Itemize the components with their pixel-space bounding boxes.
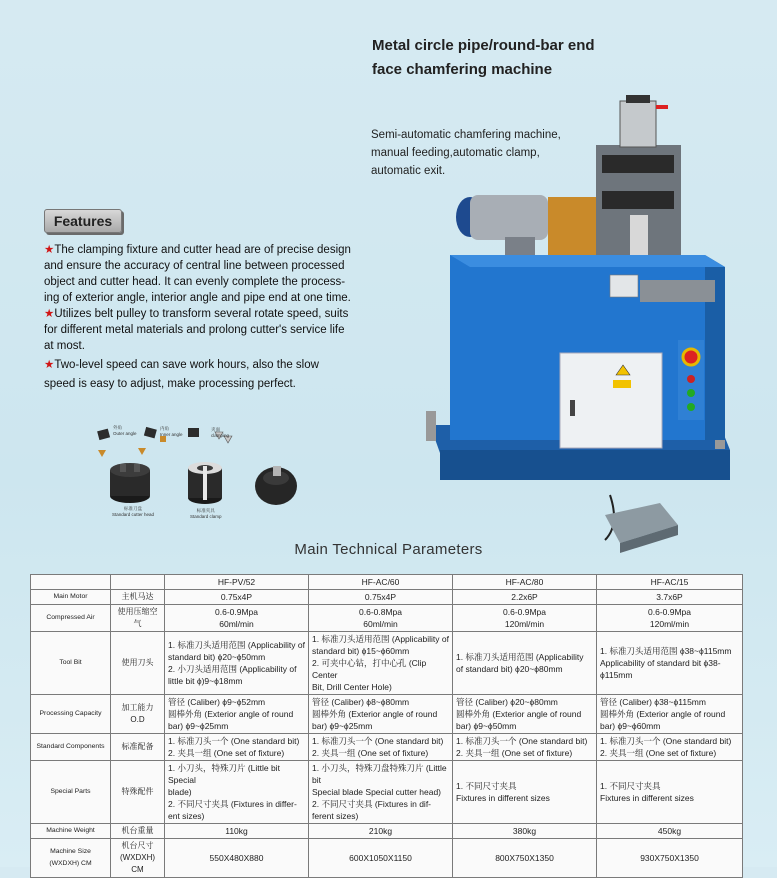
cell-line: 0.6-0.8Mpa <box>359 607 402 617</box>
cell-line: 加工能力 O.D <box>121 703 154 724</box>
table-cell <box>309 734 453 761</box>
cell-line: Machine Size <box>50 848 91 855</box>
cell-line: 2. 夹具一组 (One set of fixture) <box>312 748 429 758</box>
title-line-2: face chamfering machine <box>372 61 553 78</box>
caption-en: clamping <box>211 433 230 438</box>
table-cell <box>165 590 309 605</box>
table-row <box>31 761 743 824</box>
cell-line: 60ml/min <box>363 619 398 629</box>
door-latch <box>570 400 575 416</box>
row-label-cn <box>111 695 165 734</box>
cell-line: 圆棒外角 (Exterior angle of round <box>312 709 438 719</box>
feature-line: speed is easy to adjust, make processing perfect. <box>44 378 296 390</box>
feature-item <box>44 356 366 394</box>
table-cell <box>309 632 453 695</box>
table-cell <box>597 605 743 632</box>
emergency-stop-button <box>683 349 699 365</box>
cell-line: 2. 不同尺寸夹具 (Fixtures in dif- <box>312 799 432 809</box>
cell-line: 管径 (Caliber) ϕ8~ϕ80mm <box>312 697 410 707</box>
cell-line: 1. 标准刀头适用范围 (Applicability <box>456 652 584 662</box>
table-cell <box>597 632 743 695</box>
caption-cn: 夹面 <box>211 427 220 432</box>
standard-clamp <box>188 462 222 504</box>
features-list <box>44 242 366 394</box>
table-cell <box>453 839 597 878</box>
table-cell <box>309 839 453 878</box>
table-cell <box>165 695 309 734</box>
features-badge: Features <box>44 209 122 233</box>
cell-line: 0.6-0.9Mpa <box>503 607 546 617</box>
table-row <box>31 590 743 605</box>
cell-line: 2. 可夹中心钻，打中心孔 (Clip Center <box>312 658 427 680</box>
description-line: automatic exit. <box>371 165 446 177</box>
row-label-cn <box>111 761 165 824</box>
caption-en: Standard cutter head <box>112 512 155 517</box>
standard-cutter-caption <box>112 506 154 517</box>
cell-line: 2. 夹具一组 (One set of fixture) <box>168 748 285 758</box>
cell-line: (WXDXH) CM <box>119 853 156 874</box>
insert-tip <box>138 448 146 455</box>
feature-line: for different metal materials and prolong cutter's service life <box>44 324 345 336</box>
table-cell <box>597 761 743 824</box>
cell-line: ent sizes) <box>168 811 205 821</box>
cylinder-cap <box>626 95 650 103</box>
cell-line: Machine Weight <box>46 827 95 834</box>
cell-line: Fixtures in different sizes <box>456 793 550 803</box>
feature-line: ing of exterior angle, interior angle and pipe end at one time. <box>44 292 351 304</box>
cell-line: bar) ϕ9~ϕ25mm <box>312 721 373 731</box>
cell-line: Fixtures in different sizes <box>600 793 694 803</box>
table-cell <box>453 632 597 695</box>
cell-line: Standard Components <box>36 743 105 750</box>
standard-cutter-head <box>110 463 150 503</box>
cell-line: 60ml/min <box>219 619 254 629</box>
star-icon: ★ <box>44 244 55 256</box>
table-cell <box>453 590 597 605</box>
caption-cn: 外角 <box>113 425 122 430</box>
table-row <box>31 734 743 761</box>
cell-line: 1. 标准刀头适用范围 (Applicability of <box>312 634 449 644</box>
table-cell <box>453 761 597 824</box>
cell-line: 3.7x6P <box>656 592 683 602</box>
cell-line: 2. 不同尺寸夹具 (Fixtures in differ- <box>168 799 297 809</box>
caption-cn: 内角 <box>160 426 169 431</box>
table-cell <box>165 734 309 761</box>
leveling-foot <box>426 411 436 441</box>
table-row <box>31 605 743 632</box>
feature-line: object and cutter head. It can evenly complete the process- <box>44 276 346 288</box>
cell-line: Compressed Air <box>46 614 95 621</box>
cell-line: 1. 标准刀头一个 (One standard bit) <box>456 736 588 746</box>
table-cell <box>453 605 597 632</box>
cell-line: 0.6-0.9Mpa <box>648 607 691 617</box>
outer-angle-caption <box>113 425 137 436</box>
air-cylinder <box>620 101 656 147</box>
cell-line: 2.2x6P <box>511 592 538 602</box>
table-cell <box>597 734 743 761</box>
cell-line: 2. 小刀头适用范围 (Applicability of <box>168 664 297 674</box>
cell-line: Special blade Special cutter head) <box>312 787 441 797</box>
inner-angle-insert <box>144 427 157 439</box>
feature-line: at most. <box>44 340 85 352</box>
row-label-cn <box>111 605 165 632</box>
cabinet-top <box>450 255 725 267</box>
cell-line: 450kg <box>657 826 682 836</box>
model-header: HF-AC/60 <box>309 575 453 590</box>
cell-line: 圆棒外角 (Exterior angle of round <box>600 709 726 719</box>
clamp-block <box>602 155 674 173</box>
cell-line: 圆棒外角 (Exterior angle of round <box>168 709 294 719</box>
table-cell <box>453 695 597 734</box>
cell-line: 0.75x4P <box>364 592 397 602</box>
cell-line: bar) ϕ9~ϕ50mm <box>456 721 517 731</box>
cell-line: 930X750X1350 <box>640 853 699 863</box>
table-cell <box>453 734 597 761</box>
feature-line: and ensure the accuracy of central line between processed <box>44 260 345 272</box>
table-cell <box>597 824 743 839</box>
table-cell <box>309 824 453 839</box>
cell-line: bar) ϕ9~ϕ25mm <box>168 721 229 731</box>
spec-plate <box>610 275 638 297</box>
indicator-light <box>687 375 695 383</box>
title-line-1: Metal circle pipe/round-bar end <box>372 37 595 54</box>
machine-illustration <box>420 95 740 555</box>
cabinet-door <box>560 353 662 448</box>
cell-line: bar) ϕ9~ϕ60mm <box>600 721 661 731</box>
cell-line: 使用刀头 <box>121 658 154 667</box>
table-cell <box>165 605 309 632</box>
cell-line: 1. 标准刀头一个 (One standard bit) <box>168 736 300 746</box>
insert-tip <box>98 450 106 457</box>
cell-line: 机台尺寸 <box>121 841 154 850</box>
motor-mount <box>505 237 535 255</box>
cell-line: 2. 夹具一组 (One set of fixture) <box>456 748 573 758</box>
feature-line: The clamping fixture and cutter head are of precise design <box>54 244 351 256</box>
caption-en: Outer angle <box>113 431 137 436</box>
cell-line: 使用压缩空气 <box>117 607 158 628</box>
outer-angle-insert <box>97 429 110 441</box>
cell-line: 管径 (Caliber) ϕ20~ϕ80mm <box>456 697 558 707</box>
cell-line: 1. 标准刀头适用范围 ϕ38~ϕ115mm <box>600 646 732 656</box>
cell-line: (WXDXH) CM <box>49 860 92 867</box>
description-line: manual feeding,automatic clamp, <box>371 147 540 159</box>
row-label-en <box>31 734 111 761</box>
table-cell <box>453 824 597 839</box>
feature-item <box>44 242 366 306</box>
indicator-light <box>687 389 695 397</box>
feature-item <box>44 306 366 354</box>
belt-guard <box>548 197 596 255</box>
row-label-en <box>31 590 111 605</box>
description-line: Semi-automatic chamfering machine, <box>371 129 561 141</box>
cell-line: 圆棒外角 (Exterior angle of round <box>456 709 582 719</box>
cell-line: 主机马达 <box>121 592 154 601</box>
cell-line: Bit, Drill Center Hole) <box>312 682 392 692</box>
row-label-en <box>31 695 111 734</box>
clamping-caption <box>211 427 229 438</box>
row-label-en <box>31 605 111 632</box>
cell-line: 1. 标准刀头一个 (One standard bit) <box>312 736 444 746</box>
cell-line: 0.75x4P <box>220 592 253 602</box>
clamping-insert <box>188 428 199 437</box>
cell-line: 210kg <box>368 826 393 836</box>
params-title: Main Technical Parameters <box>294 541 483 558</box>
model-header: HF-AC/15 <box>597 575 743 590</box>
feature-line: Two-level speed can save work hours, also the slow <box>54 359 319 371</box>
star-icon: ★ <box>44 308 55 320</box>
row-label-en <box>31 632 111 695</box>
table-row <box>31 824 743 839</box>
cell-line: 1. 小刀头，特殊刀片 (Little bit Special <box>168 763 280 785</box>
cell-line: blade) <box>168 787 192 797</box>
cell-line: Main Motor <box>53 593 88 600</box>
cell-line: Processing Capacity <box>39 710 102 717</box>
cell-line: Tool Bit <box>59 659 82 666</box>
feeder-arm <box>640 280 715 302</box>
cell-line: standard bit) ϕ15~ϕ60mm <box>312 646 410 656</box>
cell-line: 0.6-0.9Mpa <box>215 607 258 617</box>
cell-line: 1. 小刀头，特殊刀盘特殊刀片 (Little bit <box>312 763 447 785</box>
machine-base <box>440 450 730 480</box>
table-row <box>31 695 743 734</box>
page-title <box>372 34 595 82</box>
row-label-cn <box>111 590 165 605</box>
table-row <box>31 632 743 695</box>
cell-line: 600X1050X1150 <box>349 853 412 863</box>
cell-line: 800X750X1350 <box>495 853 554 863</box>
spec-table <box>30 574 743 878</box>
spec-table-body <box>31 575 743 878</box>
model-header: HF-PV/52 <box>165 575 309 590</box>
caption-cn: 标准夹具 <box>196 508 215 513</box>
spindle <box>630 215 648 255</box>
table-cell <box>597 695 743 734</box>
star-icon: ★ <box>44 359 55 371</box>
row-label-cn <box>111 839 165 878</box>
caption-en: Standard clamp <box>190 514 222 519</box>
table-cell <box>309 695 453 734</box>
row-label-en <box>31 761 111 824</box>
cutter-head-with-insert <box>255 466 297 505</box>
table-cell <box>309 605 453 632</box>
cell-line: 机台重量 <box>121 826 154 835</box>
cell-line: 管径 (Caliber) ϕ38~ϕ115mm <box>600 697 706 707</box>
standard-clamp-caption <box>190 508 222 519</box>
feature-line: Utilizes belt pulley to transform several rotate speed, suits <box>54 308 349 320</box>
caption-cn: 标准刀盘 <box>124 506 143 511</box>
cell-line: of standard bit) ϕ20~ϕ80mm <box>456 664 563 674</box>
cell-line: 管径 (Caliber) ϕ9~ϕ52mm <box>168 697 266 707</box>
model-header: HF-AC/80 <box>453 575 597 590</box>
cell-line: 110kg <box>225 826 248 836</box>
cell-line: 特殊配件 <box>121 787 154 796</box>
row-label-en <box>31 839 111 878</box>
cell-line: 120ml/min <box>504 619 545 629</box>
clamp-block <box>602 191 674 209</box>
cell-line: ϕ115mm <box>600 670 633 680</box>
cell-line: ferent sizes) <box>312 811 359 821</box>
cell-line: little bit ϕ)9~ϕ18mm <box>168 676 243 686</box>
cell-line: 550X480X880 <box>209 853 264 863</box>
table-cell <box>309 761 453 824</box>
warning-label <box>613 380 631 388</box>
row-label-cn <box>111 734 165 761</box>
row-label-cn <box>111 632 165 695</box>
row-label-cn <box>111 824 165 839</box>
table-cell <box>165 824 309 839</box>
table-header-cell <box>31 575 111 590</box>
table-header-cell <box>111 575 165 590</box>
cell-line: 1. 不同尺寸夹具 <box>456 781 517 791</box>
cell-line: Applicability of standard bit ϕ38- <box>600 658 721 668</box>
caption-en: Inner angle <box>160 432 183 437</box>
inner-angle-caption <box>160 426 183 437</box>
cell-line: 380kg <box>512 826 537 836</box>
cell-line: 120ml/min <box>649 619 690 629</box>
cell-line: 1. 标准刀头适用范围 (Applicability of <box>168 640 305 650</box>
row-label-en <box>31 824 111 839</box>
table-cell <box>165 761 309 824</box>
table-header-row <box>31 575 743 590</box>
motor-body <box>470 195 548 240</box>
table-cell <box>165 632 309 695</box>
cell-line: 1. 不同尺寸夹具 <box>600 781 661 791</box>
table-cell <box>309 590 453 605</box>
cell-line: Special Parts <box>50 788 91 795</box>
table-row <box>31 839 743 878</box>
cell-line: 1. 标准刀头一个 (One standard bit) <box>600 736 732 746</box>
cell-line: standard bit) ϕ20~ϕ50mm <box>168 652 266 662</box>
air-fitting <box>656 105 668 109</box>
cell-line: 2. 夹具一组 (One set of fixture) <box>600 748 717 758</box>
table-cell <box>597 839 743 878</box>
table-cell <box>597 590 743 605</box>
cell-line: 标准配备 <box>121 742 154 751</box>
indicator-light <box>687 403 695 411</box>
table-cell <box>165 839 309 878</box>
